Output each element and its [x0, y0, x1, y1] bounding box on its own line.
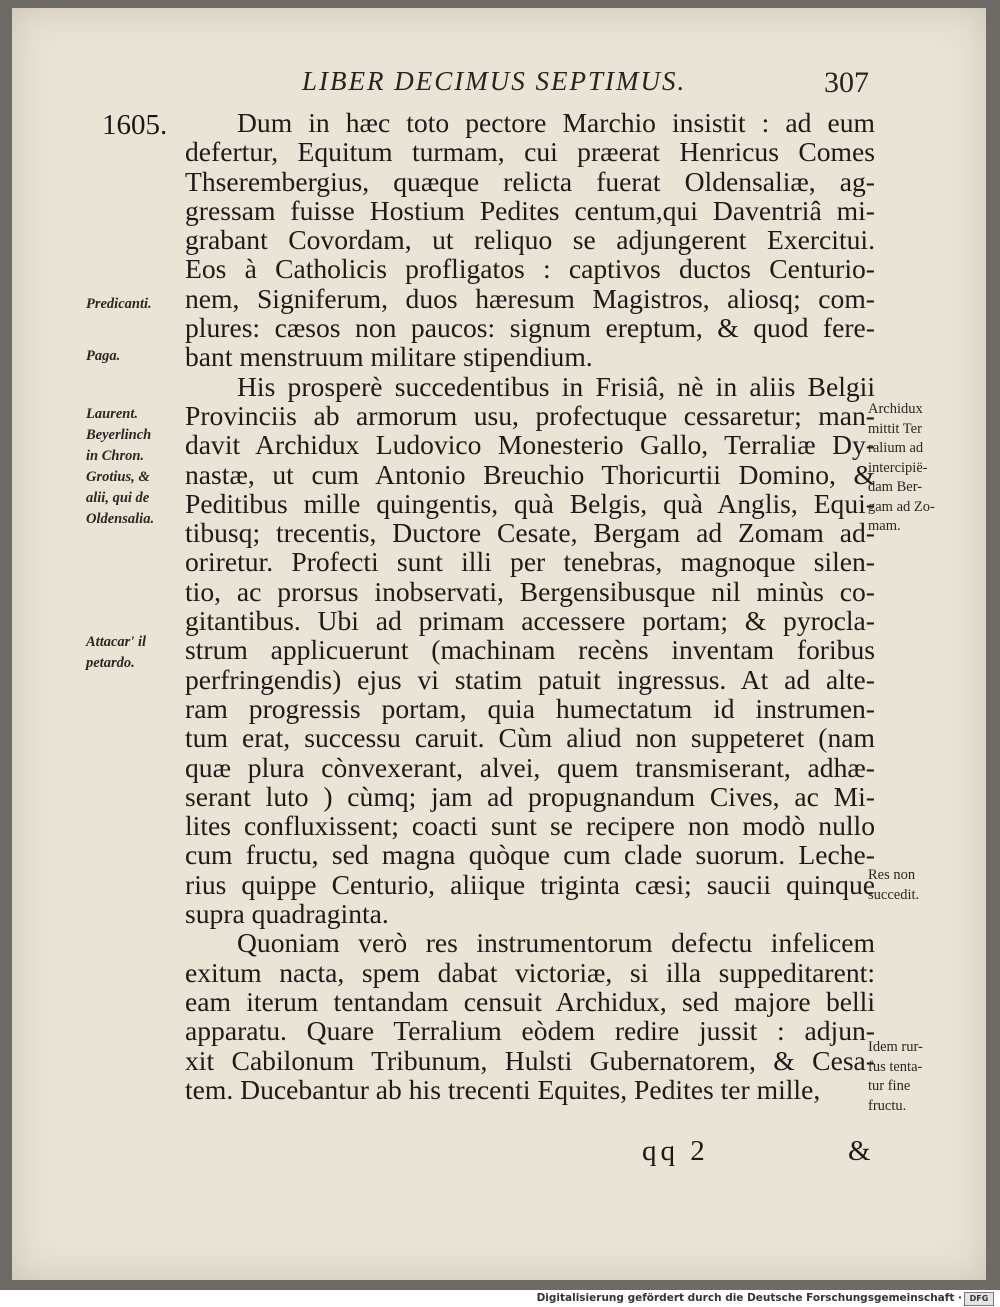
margin-note-line: Paga.	[86, 348, 121, 364]
text-line: gressam fuisse Hostium Pedites centum,qui Daventriâ mi-	[185, 194, 875, 226]
margin-note-line: Laurent.	[86, 406, 138, 422]
text-line: ram progressis portam, quia humectatum id instrumen-	[185, 692, 875, 724]
text-line: bant menstruum militare stipendium.	[185, 341, 593, 373]
margin-note-line: alii, qui de	[86, 490, 150, 506]
text-line: cum fructu, sed magna quòque cum clade suorum. Leche-	[185, 839, 875, 871]
margin-note-line: intercipië-	[868, 459, 928, 476]
text-line: perfringendis) ejus vi statim patuit ingressus. At ad alte-	[185, 663, 875, 695]
margin-note-left	[86, 346, 196, 367]
margin-note-line: fus tenta-	[868, 1058, 923, 1075]
text-line: tem. Ducebantur ab his trecenti Equites, Pedites ter mille,	[185, 1073, 821, 1105]
margin-note-line: Grotius, &	[86, 469, 150, 485]
dfg-logo: DFG	[964, 1292, 994, 1306]
signature-mark: qq 2	[642, 1135, 709, 1167]
text-line: oriretur. Profecti sunt illi per tenebras, magnoque silen-	[185, 546, 875, 578]
catchword: &	[848, 1135, 871, 1167]
text-line: exitum nacta, spem dabat victoriæ, si illa suppeditarent:	[185, 956, 875, 988]
margin-note-line: mittit Ter	[868, 420, 922, 437]
margin-note-left	[86, 632, 196, 674]
margin-note-line: fructu.	[868, 1097, 907, 1114]
text-line: strum applicuerunt (machinam recèns inventam foribus	[185, 634, 875, 666]
margin-note-line: mam.	[868, 518, 901, 534]
text-line: gitantibus. Ubi ad primam accessere portam; & pyrocla-	[185, 605, 875, 637]
text-line: tum erat, successu caruit. Cùm aliud non suppeteret (nam	[185, 722, 875, 754]
book-page	[12, 8, 986, 1280]
text-line: His prosperè succedentibus in Frisiâ, nè in aliis Belgii	[237, 370, 875, 402]
text-line: defertur, Equitum turmam, cui præerat Henricus Comes	[185, 136, 875, 168]
margin-note-line: Beyerlinch	[86, 427, 152, 443]
body-text	[185, 108, 875, 1104]
year-marginal: 1605.	[102, 109, 168, 141]
text-line: tibusq; trecentis, Ductore Cesate, Bergam ad Zomam ad-	[185, 517, 875, 549]
margin-note-line: Attacar' il	[86, 634, 147, 650]
margin-note-line: dam Ber-	[868, 479, 923, 495]
text-line: nem, Signiferum, duos hæresum Magistros, aliosq; com-	[185, 282, 875, 314]
text-line: eam iterum tentandam censuit Archidux, sed majore belli	[185, 985, 875, 1017]
text-line: rius quippe Centurio, aliique triginta cæsi; saucii quinque	[185, 868, 875, 900]
text-line: lites confluxissent; coacti sunt se recipere non modò nullo	[185, 810, 875, 842]
margin-note-right	[868, 1038, 980, 1116]
margin-note-line: succedit.	[868, 886, 920, 903]
text-line: Dum in hæc toto pectore Marchio insistit : ad eum	[237, 107, 875, 138]
margin-note-line: ralium ad	[868, 440, 924, 456]
margin-note-line: petardo.	[86, 655, 135, 671]
text-line: plures: cæsos non paucos: signum ereptum, & quod fere-	[185, 312, 875, 344]
text-line: grabant Covordam, ut reliquo se adjungerent Exercitui.	[185, 224, 875, 256]
margin-note-left	[86, 404, 196, 530]
margin-note-line: Res non	[868, 867, 916, 883]
text-line: serant luto ) cùmq; jam ad propugnandum Cives, ac Mi-	[185, 780, 875, 812]
text-line: Quoniam verò res instrumentorum defectu infelicem	[237, 927, 875, 959]
margin-note-line: Archidux	[868, 401, 923, 417]
margin-note-line: Predicanti.	[86, 296, 152, 312]
page-number: 307	[824, 66, 869, 99]
margin-note-line: tur fine	[868, 1078, 911, 1094]
margin-note-left	[86, 294, 196, 315]
text-line: xit Cabilonum Tribunum, Hulsti Gubernatorem, & Cesa-	[185, 1044, 875, 1076]
margin-note-right	[868, 400, 980, 537]
funding-notice: Digitalisierung gefördert durch die Deutsche Forschungsgemeinschaft ·	[536, 1292, 962, 1304]
text-line: Peditibus mille quingentis, quà Belgis, quà Anglis, Equi-	[185, 487, 875, 519]
text-line: Eos à Catholicis profligatos : captivos ductos Centurio-	[185, 253, 875, 285]
text-line: nastæ, ut cum Antonio Breuchio Thoricurtii Domino, &	[185, 458, 875, 490]
text-line: supra quadraginta.	[185, 898, 389, 930]
text-line: apparatu. Quare Terralium eòdem redire jussit : adjun-	[185, 1015, 875, 1047]
text-line: tio, ac prorsus inobservati, Bergensibusque nil minùs co-	[185, 575, 875, 607]
margin-note-line: in Chron.	[86, 448, 145, 464]
text-line: davit Archidux Ludovico Monesterio Gallo, Terraliæ Dy-	[185, 429, 875, 461]
margin-note-line: Oldensalia.	[86, 511, 155, 527]
text-line: quæ plura cònvexerant, alvei, quem transmiserant, adhæ-	[185, 751, 875, 783]
text-line: Thserembergius, quæque relicta fuerat Oldensaliæ, ag-	[185, 165, 875, 197]
margin-note-right	[868, 866, 980, 905]
text-line: Provinciis ab armorum usu, profectuque cessaretur; man-	[185, 399, 875, 431]
running-head: LIBER DECIMUS SEPTIMUS.	[302, 66, 687, 96]
margin-note-line: gam ad Zo-	[868, 498, 935, 515]
margin-note-line: Idem rur-	[868, 1039, 923, 1055]
